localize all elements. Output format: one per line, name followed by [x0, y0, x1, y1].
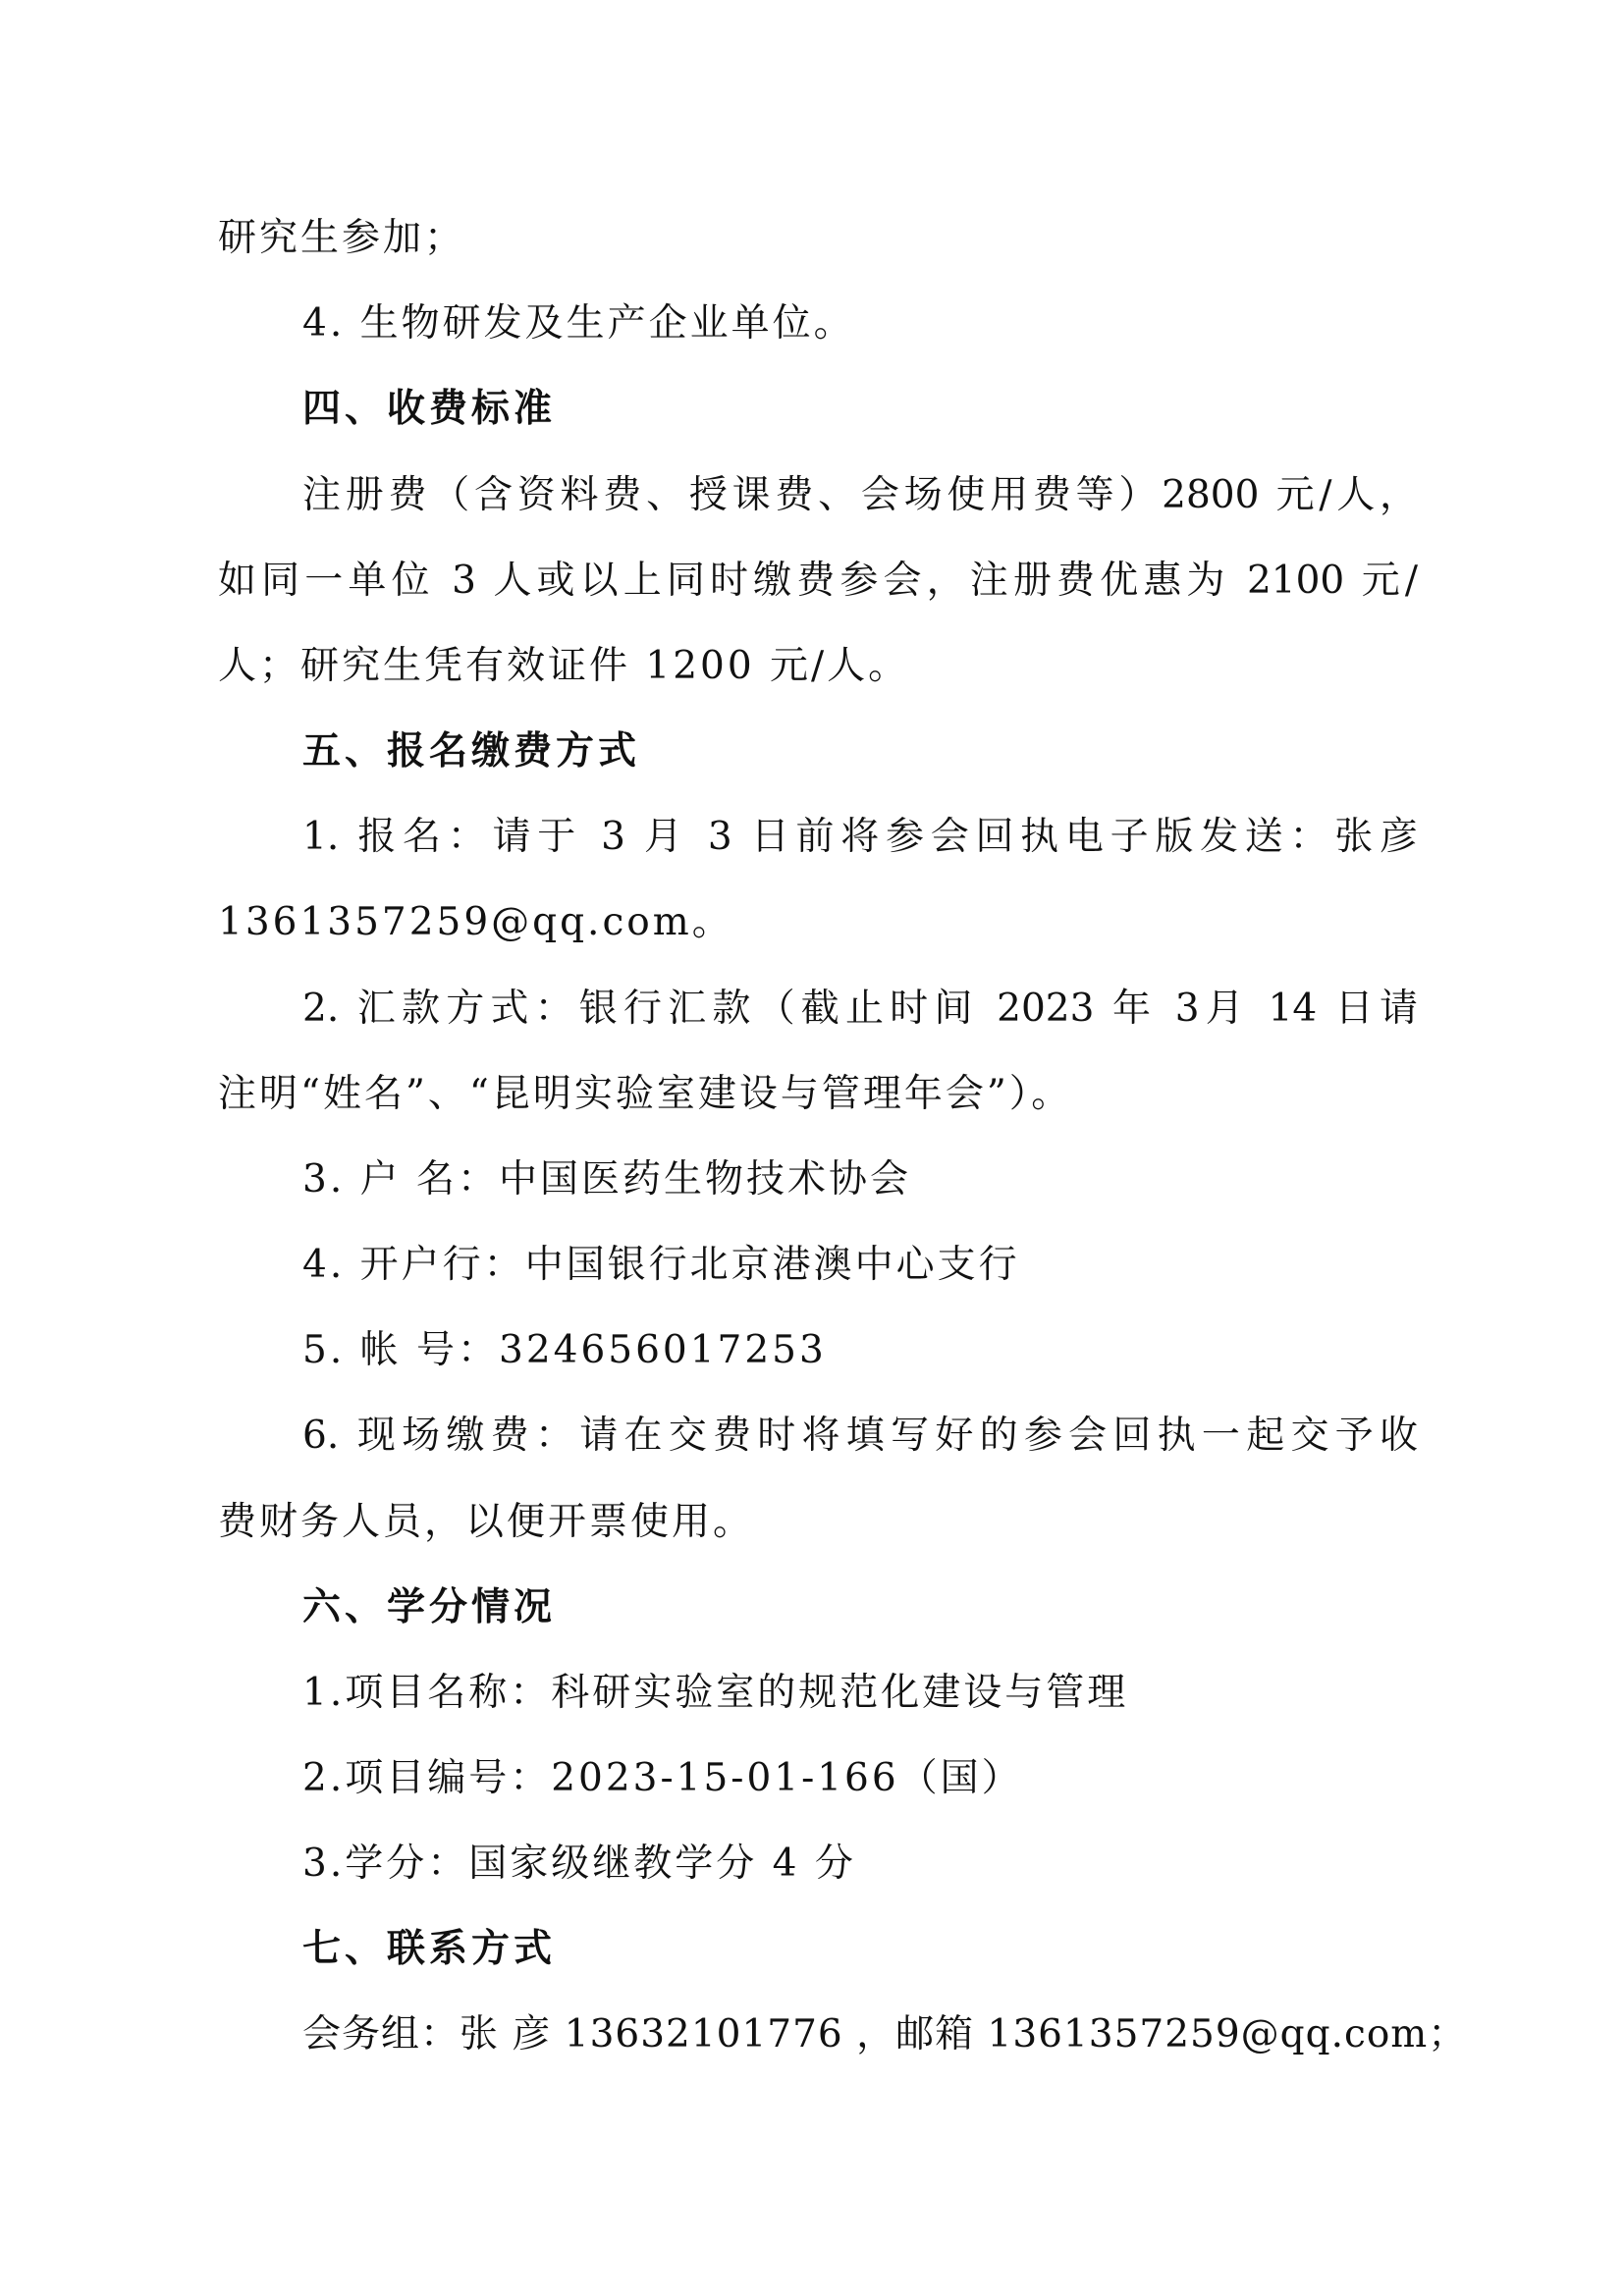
list-item: 3. 户 名：中国医药生物技术协会: [302, 1157, 912, 1201]
list-item: 2. 汇款方式：银行汇款（截止时间 2023 年 3月 14 日请: [302, 987, 1418, 1031]
text-line: 注册费（含资料费、授课费、会场使用费等）2800 元/人，: [302, 473, 1418, 517]
list-item: 6. 现场缴费：请在交费时将填写好的参会回执一起交予收: [302, 1414, 1418, 1458]
list-item: 4. 生物研发及生产企业单位。: [302, 301, 855, 346]
text-line: 研究生参加；: [218, 216, 466, 260]
text-line: 如同一单位 3 人或以上同时缴费参会，注册费优惠为 2100 元/: [218, 559, 1418, 603]
text-line: 费财务人员，以便开票使用。: [218, 1500, 755, 1544]
section-heading-credits: 六、学分情况: [302, 1585, 557, 1629]
text-line: 1361357259@qq.com。: [218, 900, 733, 944]
text-line: 人；研究生凭有效证件 1200 元/人。: [218, 644, 910, 688]
section-heading-registration: 五、报名缴费方式: [302, 729, 641, 774]
list-item: 1. 报名：请于 3 月 3 日前将参会回执电子版发送：张彦: [302, 815, 1418, 859]
text-line: 注明“姓名”、“昆明实验室建设与管理年会”）。: [218, 1072, 1073, 1116]
section-heading-contact: 七、联系方式: [302, 1927, 557, 1971]
section-heading-fees: 四、收费标准: [302, 387, 557, 431]
list-item: 3.学分：国家级继教学分 4 分: [302, 1842, 856, 1886]
list-item: 2.项目编号：2023-15-01-166（国）: [302, 1756, 1023, 1800]
contact-line: 会务组：张 彦 13632101776 ，邮箱 1361357259@qq.com；: [302, 2012, 1468, 2056]
list-item: 1.项目名称：科研实验室的规范化建设与管理: [302, 1671, 1129, 1715]
list-item: 4. 开户行：中国银行北京港澳中心支行: [302, 1243, 1020, 1287]
list-item: 5. 帐 号：324656017253: [302, 1328, 827, 1372]
